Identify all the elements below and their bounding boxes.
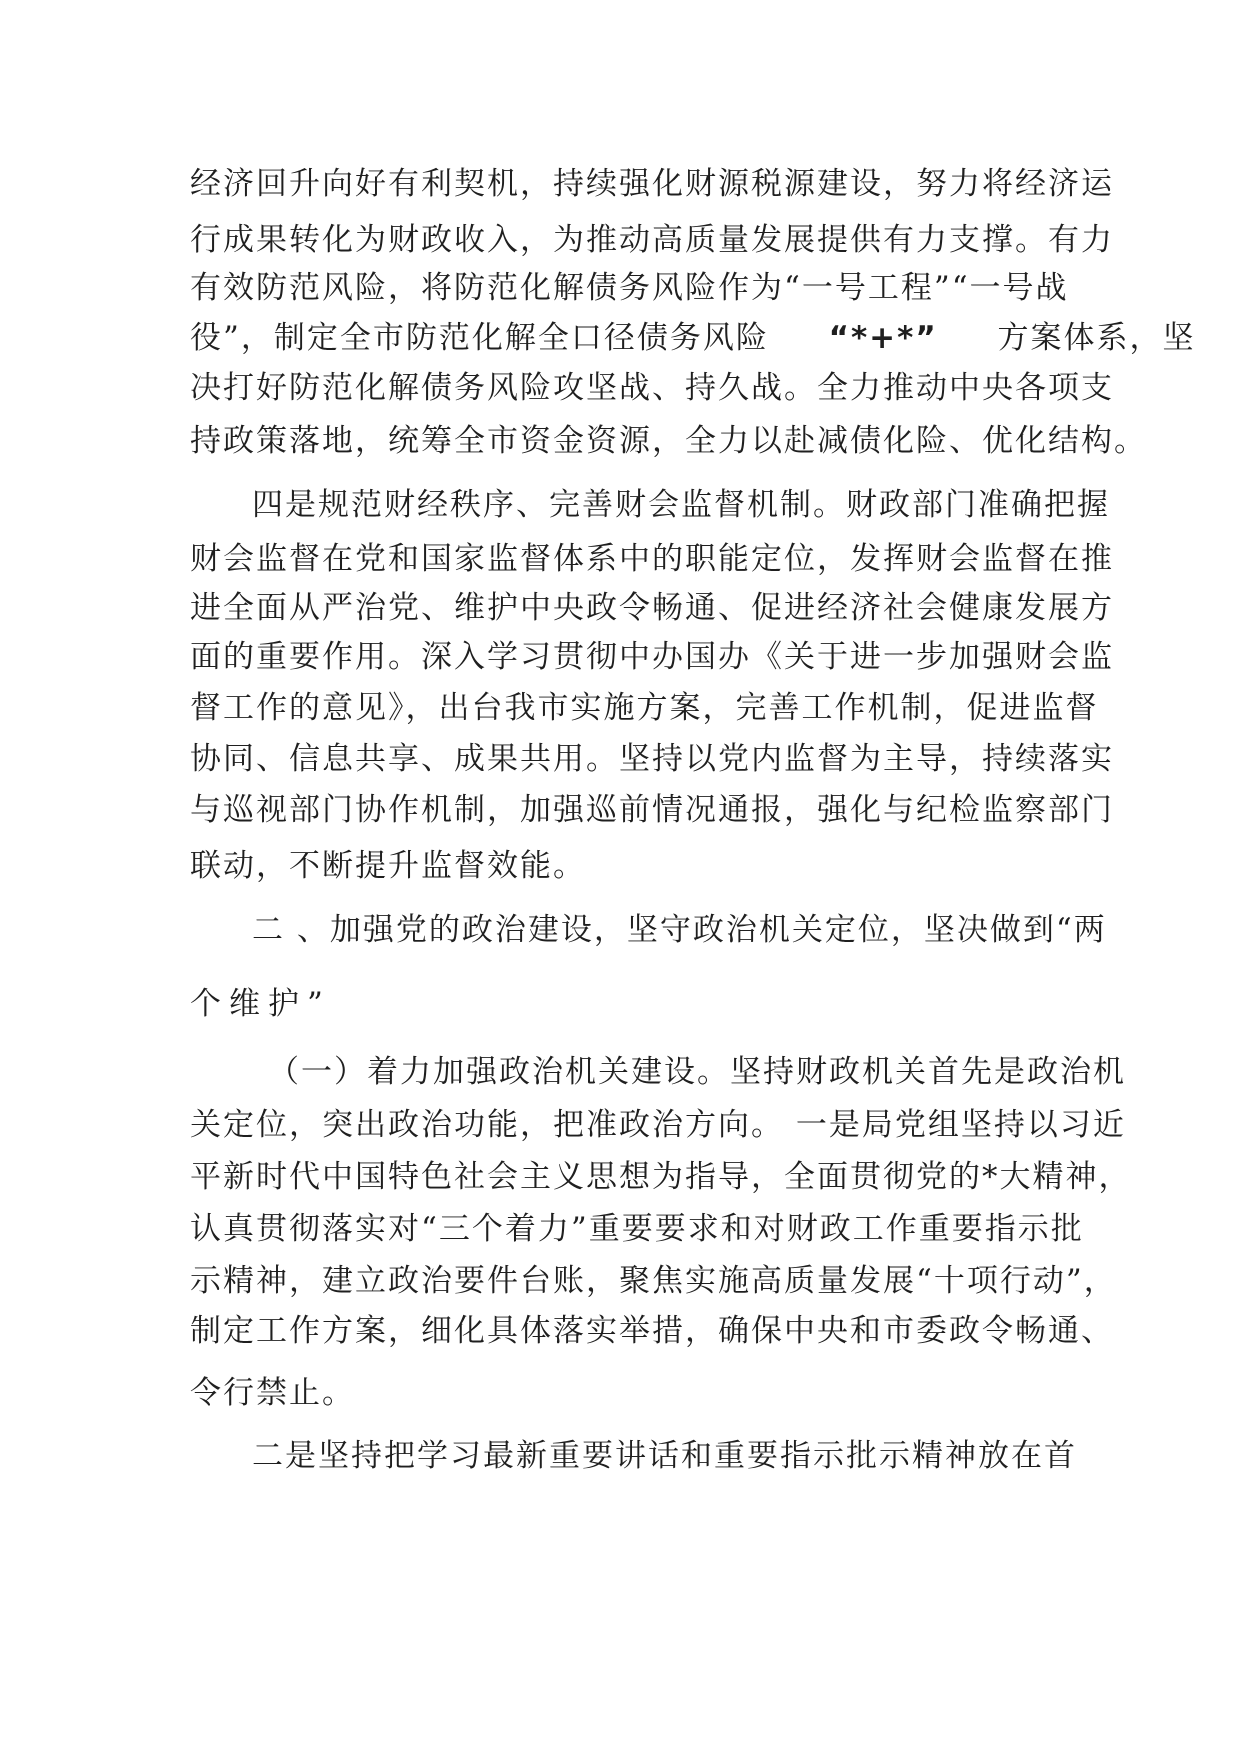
body-text-line: 面的重要作用。深入学习贯彻中办国办《关于进一步加强财会监 bbox=[190, 639, 1114, 675]
body-text-line: 持政策落地，统筹全市资金资源，全力以赴减债化险、优化结构。 bbox=[190, 423, 1147, 459]
body-text-line: 督工作的意见》，出台我市实施方案，完善工作机制，促进监督 bbox=[190, 690, 1099, 726]
body-text-line: 认真贯彻落实对“三个着力”重要要求和对财政工作重要指示批 bbox=[190, 1211, 1084, 1247]
body-text-line: 与巡视部门协作机制，加强巡前情况通报，强化与纪检监察部门 bbox=[190, 792, 1114, 828]
body-text-line bbox=[190, 313, 1196, 363]
scheme-code-bold: “*+*” bbox=[828, 320, 938, 356]
body-text-line: 经济回升向好有利契机，持续强化财源税源建设，努力将经济运 bbox=[190, 166, 1114, 202]
body-text-segment: 役”，制定全市防范化解全口径债务风险 bbox=[190, 320, 769, 356]
body-text-line: 联动，不断提升监督效能。 bbox=[190, 848, 586, 884]
body-text-line: 进全面从严治党、维护中央政令畅通、促进经济社会健康发展方 bbox=[190, 590, 1114, 626]
paragraph-start-line: 四是规范财经秩序、完善财会监督机制。财政部门准确把握 bbox=[252, 487, 1110, 523]
paragraph-start-line: 二是坚持把学习最新重要讲话和重要指示批示精神放在首 bbox=[252, 1438, 1077, 1474]
body-text-line: 行成果转化为财政收入，为推动高质量发展提供有力支撑。有力 bbox=[190, 222, 1114, 258]
body-text-line: 财会监督在党和国家监督体系中的职能定位，发挥财会监督在推 bbox=[190, 541, 1114, 577]
body-text-line: 令行禁止。 bbox=[190, 1375, 355, 1411]
body-text-line: 关定位，突出政治功能，把准政治方向。 一是局党组坚持以习近 bbox=[190, 1107, 1126, 1143]
body-text-line: 有效防范风险，将防范化解债务风险作为“一号工程”“一号战 bbox=[190, 270, 1069, 306]
body-text-segment: 方案体系，坚 bbox=[997, 320, 1196, 356]
section-heading-line: 二 、加强党的政治建设，坚守政治机关定位，坚决做到“两 bbox=[252, 912, 1107, 948]
body-text-line: 协同、信息共享、成果共用。坚持以党内监督为主导，持续落实 bbox=[190, 741, 1114, 777]
body-text-line: 平新时代中国特色社会主义思想为指导，全面贯彻党的*大精神， bbox=[190, 1159, 1132, 1195]
subsection-heading-line: （一）着力加强政治机关建设。坚持财政机关首先是政治机 bbox=[268, 1054, 1126, 1090]
body-text-line: 示精神，建立政治要件台账，聚焦实施高质量发展“十项行动”， bbox=[190, 1263, 1117, 1299]
body-text-line: 制定工作方案，细化具体落实举措，确保中央和市委政令畅通、 bbox=[190, 1313, 1114, 1349]
section-heading-line: 个维护” bbox=[190, 986, 331, 1022]
body-text-line: 决打好防范化解债务风险攻坚战、持久战。全力推动中央各项支 bbox=[190, 370, 1114, 406]
